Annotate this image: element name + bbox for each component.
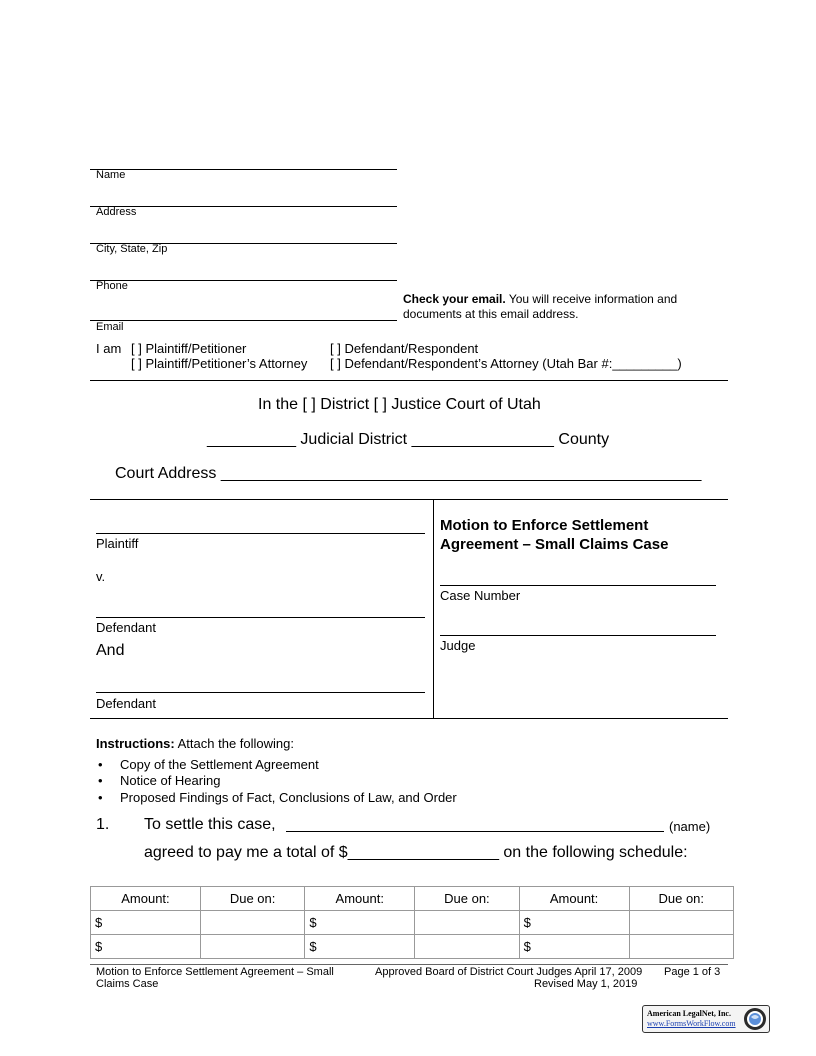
court-address-line: Court Address ______________________________________________________ [115,465,702,482]
plaintiff-line [96,533,425,534]
party-divider [90,380,728,381]
email-note [403,292,703,322]
checkbox-defendant-attorney[interactable]: [ ] Defendant/Respondent’s Attorney (Utah Bar #:_________) [330,356,682,371]
name-label: Name [96,169,126,181]
defendant1-line [96,617,425,618]
city-label: City, State, Zip [96,243,168,255]
checkbox-defendant[interactable]: [ ] Defendant/Respondent [330,341,479,356]
amount-cell[interactable]: $ [519,911,629,935]
caption-divider [433,499,434,718]
title-line2: Agreement – Small Claims Case [440,536,669,553]
footer-title-line1: Motion to Enforce Settlement Agreement – Small [96,966,334,978]
phone-label: Phone [96,280,128,292]
item1-name-hint: (name) [669,819,711,834]
due-header: Due on: [415,887,519,911]
footer-title [96,966,334,990]
phone-line [90,280,397,281]
amount-cell[interactable]: $ [91,935,201,959]
email-note-line1: You will receive information and [508,292,678,306]
due-cell[interactable] [200,911,304,935]
instructions-label: Instructions: [96,736,175,751]
due-header: Due on: [629,887,733,911]
item1-number: 1. [96,816,110,833]
email-line [90,320,397,321]
item1-line2: agreed to pay me a total of $_________________ on the following schedule: [144,844,688,861]
footer-page-number: Page 1 of 3 [664,966,721,978]
amount-header: Amount: [91,887,201,911]
caption-top-border [90,499,728,500]
forms-workflow-badge[interactable] [642,1005,770,1033]
footer-revised: Revised May 1, 2019 [534,978,638,990]
due-cell[interactable] [200,935,304,959]
address-label: Address [96,206,137,218]
and-label: And [96,642,125,659]
table-header-row [91,887,734,911]
checkbox-plaintiff[interactable]: [ ] Plaintiff/Petitioner [131,341,247,356]
amount-header: Amount: [305,887,415,911]
table-row [91,911,734,935]
versus-label: v. [96,569,106,584]
instruction-item: • Copy of the Settlement Agreement [96,757,457,773]
document-title [440,516,668,554]
badge-url: www.FormsWorkFlow.com [647,1019,736,1028]
badge-company: American LegalNet, Inc. [647,1009,731,1018]
amount-cell[interactable]: $ [519,935,629,959]
due-cell[interactable] [415,911,519,935]
due-cell[interactable] [415,935,519,959]
defendant1-label: Defendant [96,620,156,635]
i-am-label: I am [96,341,122,356]
defendant2-line [96,692,425,693]
case-number-label: Case Number [440,588,521,603]
payment-schedule-table [90,886,734,959]
table-row [91,935,734,959]
footer-title-line2: Claims Case [96,978,159,990]
judge-line [440,635,716,636]
title-line1: Motion to Enforce Settlement [440,517,649,534]
globe-logo-icon [743,1007,767,1031]
plaintiff-label: Plaintiff [96,536,139,551]
name-line [90,169,397,170]
amount-cell[interactable]: $ [91,911,201,935]
instructions-text: Attach the following: [177,736,294,751]
instructions-list [96,757,457,806]
item1-name-blank [286,831,664,832]
amount-cell[interactable]: $ [305,911,415,935]
instructions-heading [96,736,294,751]
amount-cell[interactable]: $ [305,935,415,959]
judicial-district-line: __________ Judicial District ________________ County [207,431,610,448]
defendant2-label: Defendant [96,696,156,711]
due-cell[interactable] [629,911,733,935]
instruction-item: • Proposed Findings of Fact, Conclusions of Law, and Order [96,790,457,806]
due-header: Due on: [200,887,304,911]
court-type-line: In the [ ] District [ ] Justice Court of Utah [258,396,541,413]
email-note-line2: documents at this email address. [403,307,579,321]
case-number-line [440,585,716,586]
amount-header: Amount: [519,887,629,911]
caption-bottom-border [90,718,728,719]
email-label: Email [96,321,124,333]
item1-line1: To settle this case, [144,816,276,833]
due-cell[interactable] [629,935,733,959]
footer-approved: Approved Board of District Court Judges April 17, 2009 [375,966,643,978]
checkbox-plaintiff-attorney[interactable]: [ ] Plaintiff/Petitioner’s Attorney [131,356,308,371]
email-note-bold: Check your email. [403,292,506,306]
footer-rule [90,964,728,965]
judge-label: Judge [440,638,476,653]
instruction-item: • Notice of Hearing [96,773,457,789]
